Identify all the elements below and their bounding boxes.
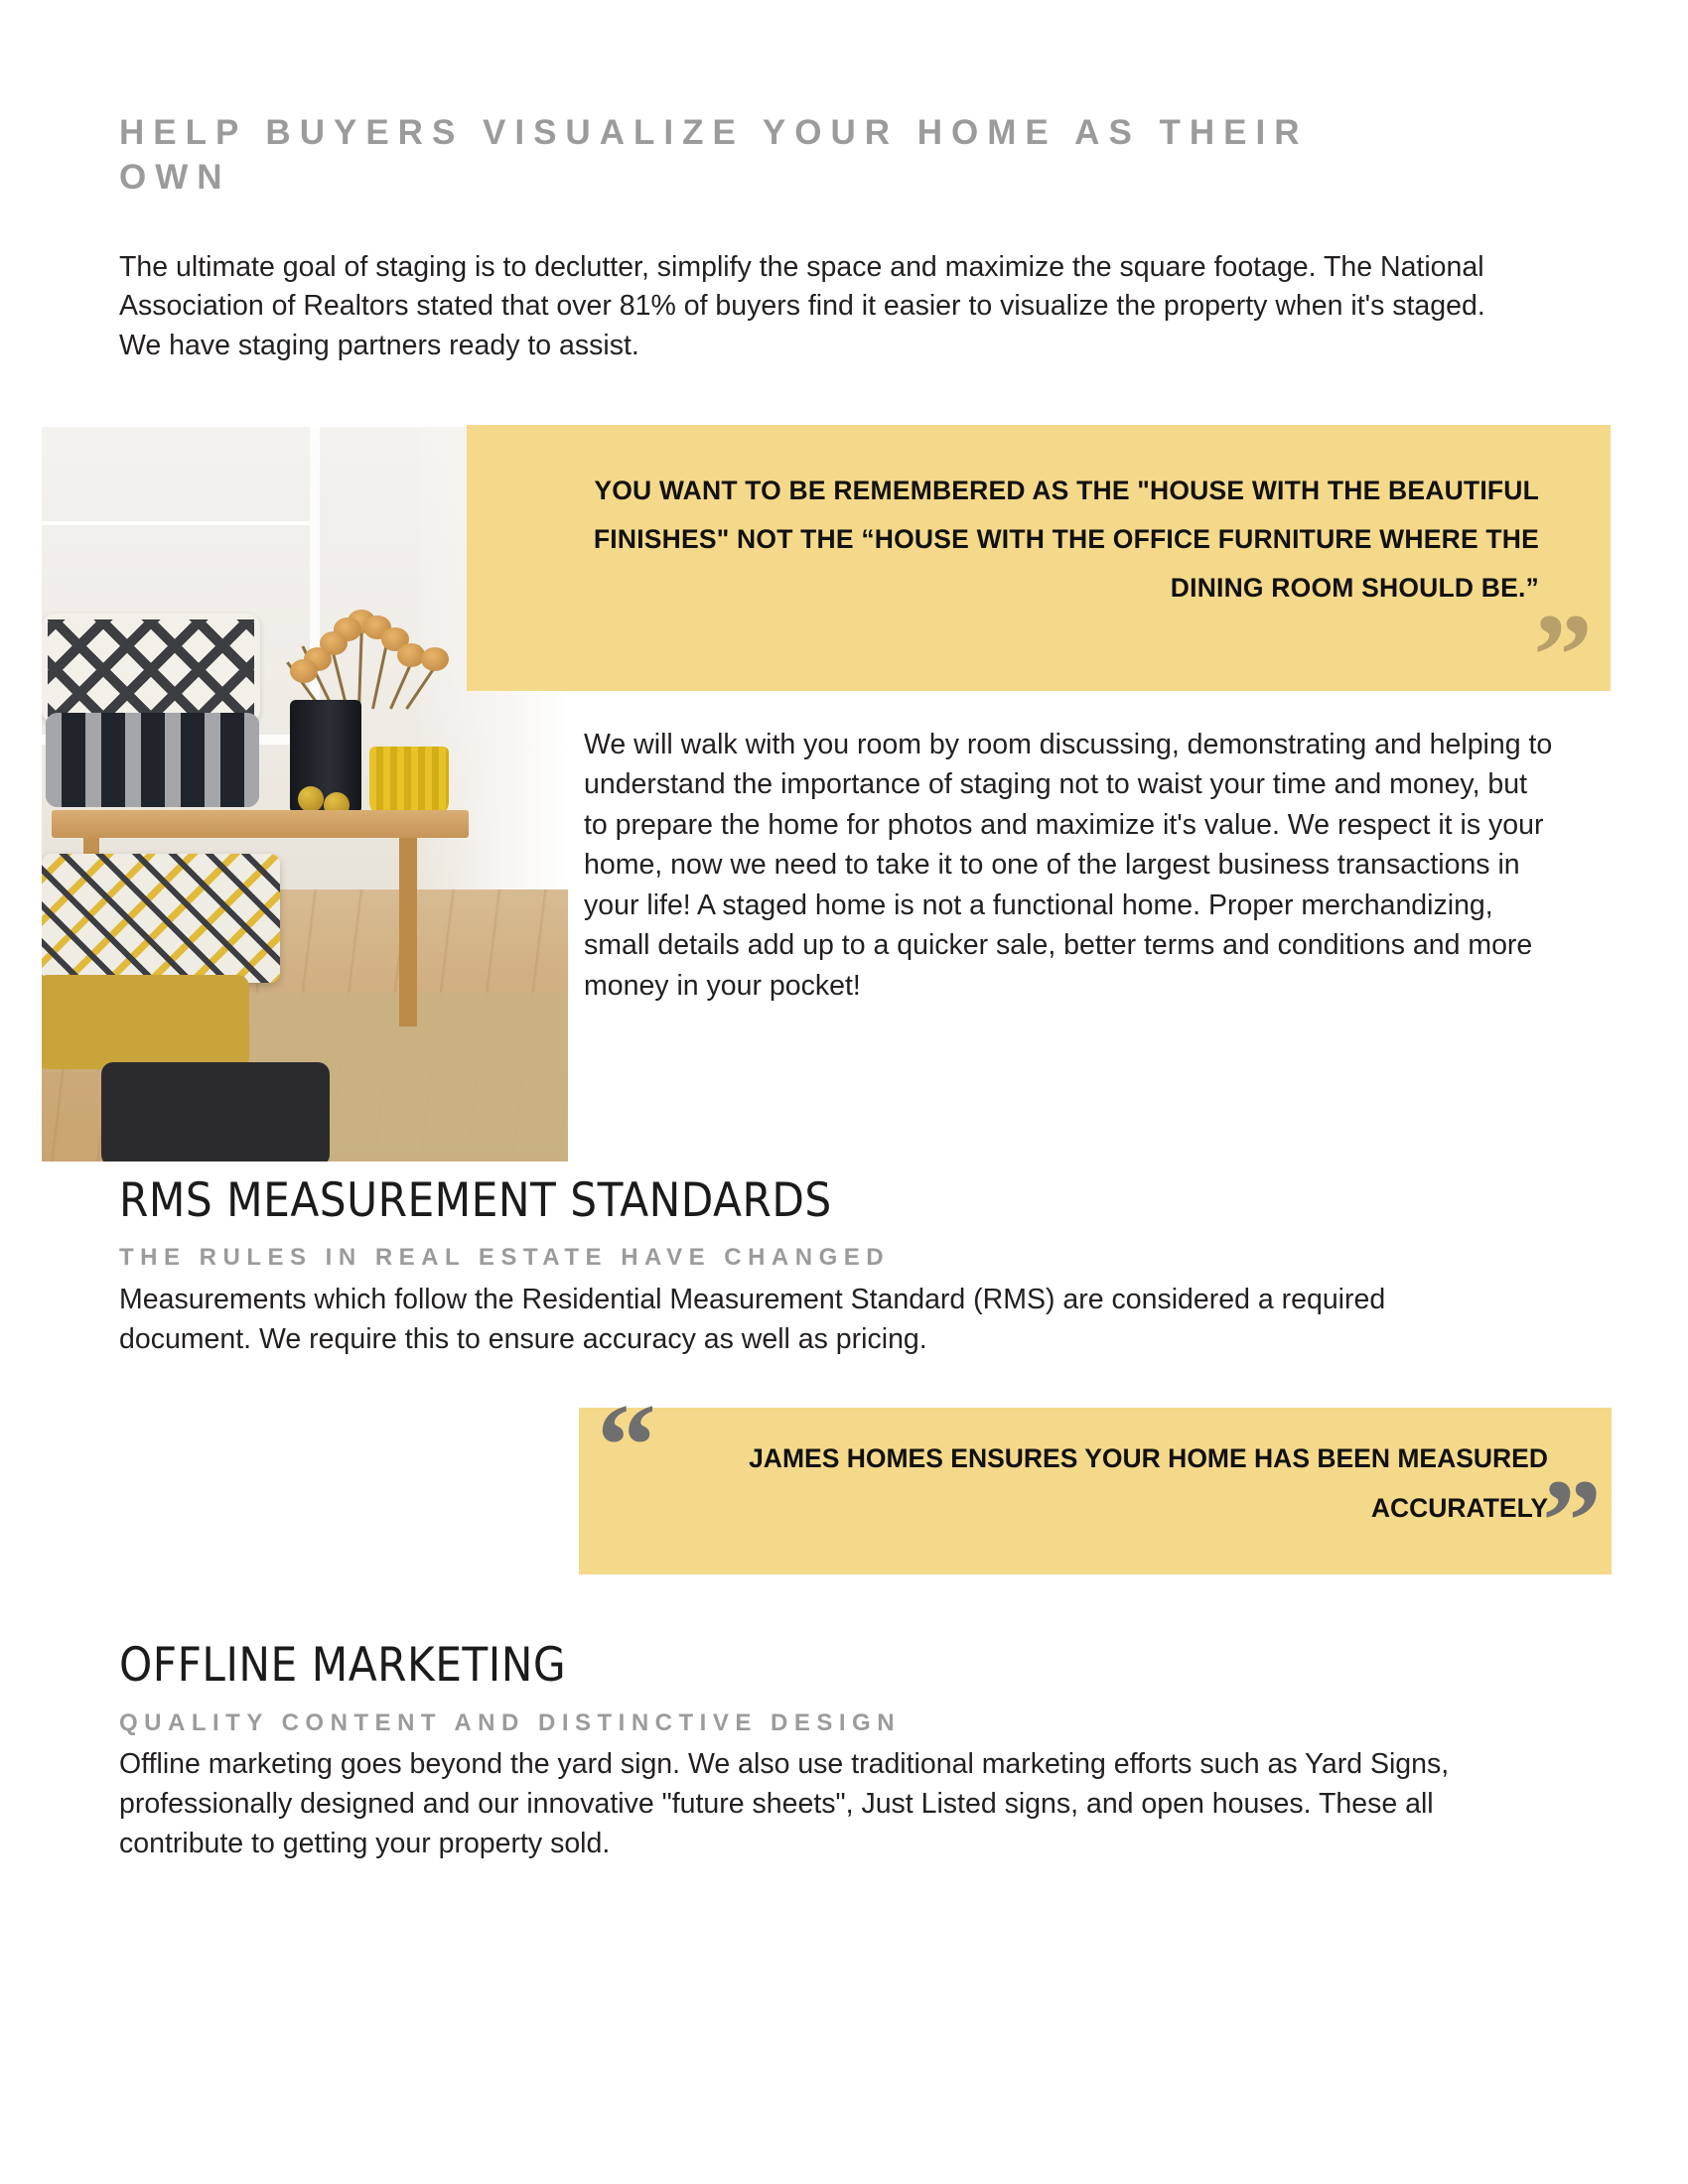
photo-pillow: [46, 713, 259, 807]
photo-pillow: [101, 1062, 330, 1161]
photo-yellow-basket: [369, 747, 449, 816]
photo-pillow: [42, 975, 249, 1069]
rms-pullquote: [579, 1379, 1612, 1586]
photo-pillow: [42, 854, 280, 983]
photo-window-mullion: [42, 521, 310, 525]
close-quote-icon: ”: [1542, 1454, 1602, 1586]
photo-dried-flowers: [286, 586, 455, 710]
photo-bench: [52, 810, 469, 838]
offline-section-title: OFFLINE MARKETING: [119, 1638, 567, 1693]
staging-pullquote: [467, 425, 1611, 721]
staging-heading: HELP BUYERS VISUALIZE YOUR HOME AS THEIR OWN: [119, 113, 1309, 197]
open-quote-icon: “: [597, 1379, 656, 1511]
rms-section-subtitle: THE RULES IN REAL ESTATE HAVE CHANGED: [119, 1244, 891, 1271]
rms-section-body: Measurements which follow the Residential Measurement Standard (RMS) are considered a required document. We require this to ensure accuracy as well as pricing.: [119, 1284, 1386, 1355]
staging-body-paragraph: We will walk with you room by room discussing, demonstrating and helping to understand the importance of staging not to waist your time and money, but to prepare the home for photos and maximize it's value. We respect it is your home, now we need to take it to one of the largest business transactions in your life! A staged home is not a functional home. Proper merchandizing, small details add up to a quicker sale, better terms and conditions and more money in your pocket!: [584, 729, 1553, 1002]
rms-pullquote-text: JAMES HOMES ENSURES YOUR HOME HAS BEEN MEASURED ACCURATELY: [749, 1443, 1548, 1524]
staging-pullquote-text: YOU WANT TO BE REMEMBERED AS THE "HOUSE WITH THE BEAUTIFUL FINISHES" NOT THE “HOUSE WITH THE OFFICE FURNITURE WHERE THE DINING ROOM SHOULD BE.”: [593, 476, 1539, 604]
photo-decor-ball: [298, 786, 324, 812]
photo-pillow: [42, 614, 260, 723]
photo-bench-leg: [399, 838, 417, 1026]
staging-intro-paragraph: The ultimate goal of staging is to declutter, simplify the space and maximize the square footage. The National Association of Realtors stated that over 81% of buyers find it easier to visualize the property when it's staged. We have staging partners ready to assist.: [119, 251, 1485, 361]
close-quote-icon: ”: [1533, 589, 1593, 721]
rms-section-title: RMS MEASUREMENT STANDARDS: [119, 1173, 832, 1228]
offline-section-body: Offline marketing goes beyond the yard sign. We also use traditional marketing efforts such as Yard Signs, professionally designed and our innovative "future sheets", Just Listed signs, and open houses. These all contribute to getting your property sold.: [119, 1748, 1450, 1859]
offline-section-subtitle: QUALITY CONTENT AND DISTINCTIVE DESIGN: [119, 1709, 902, 1736]
